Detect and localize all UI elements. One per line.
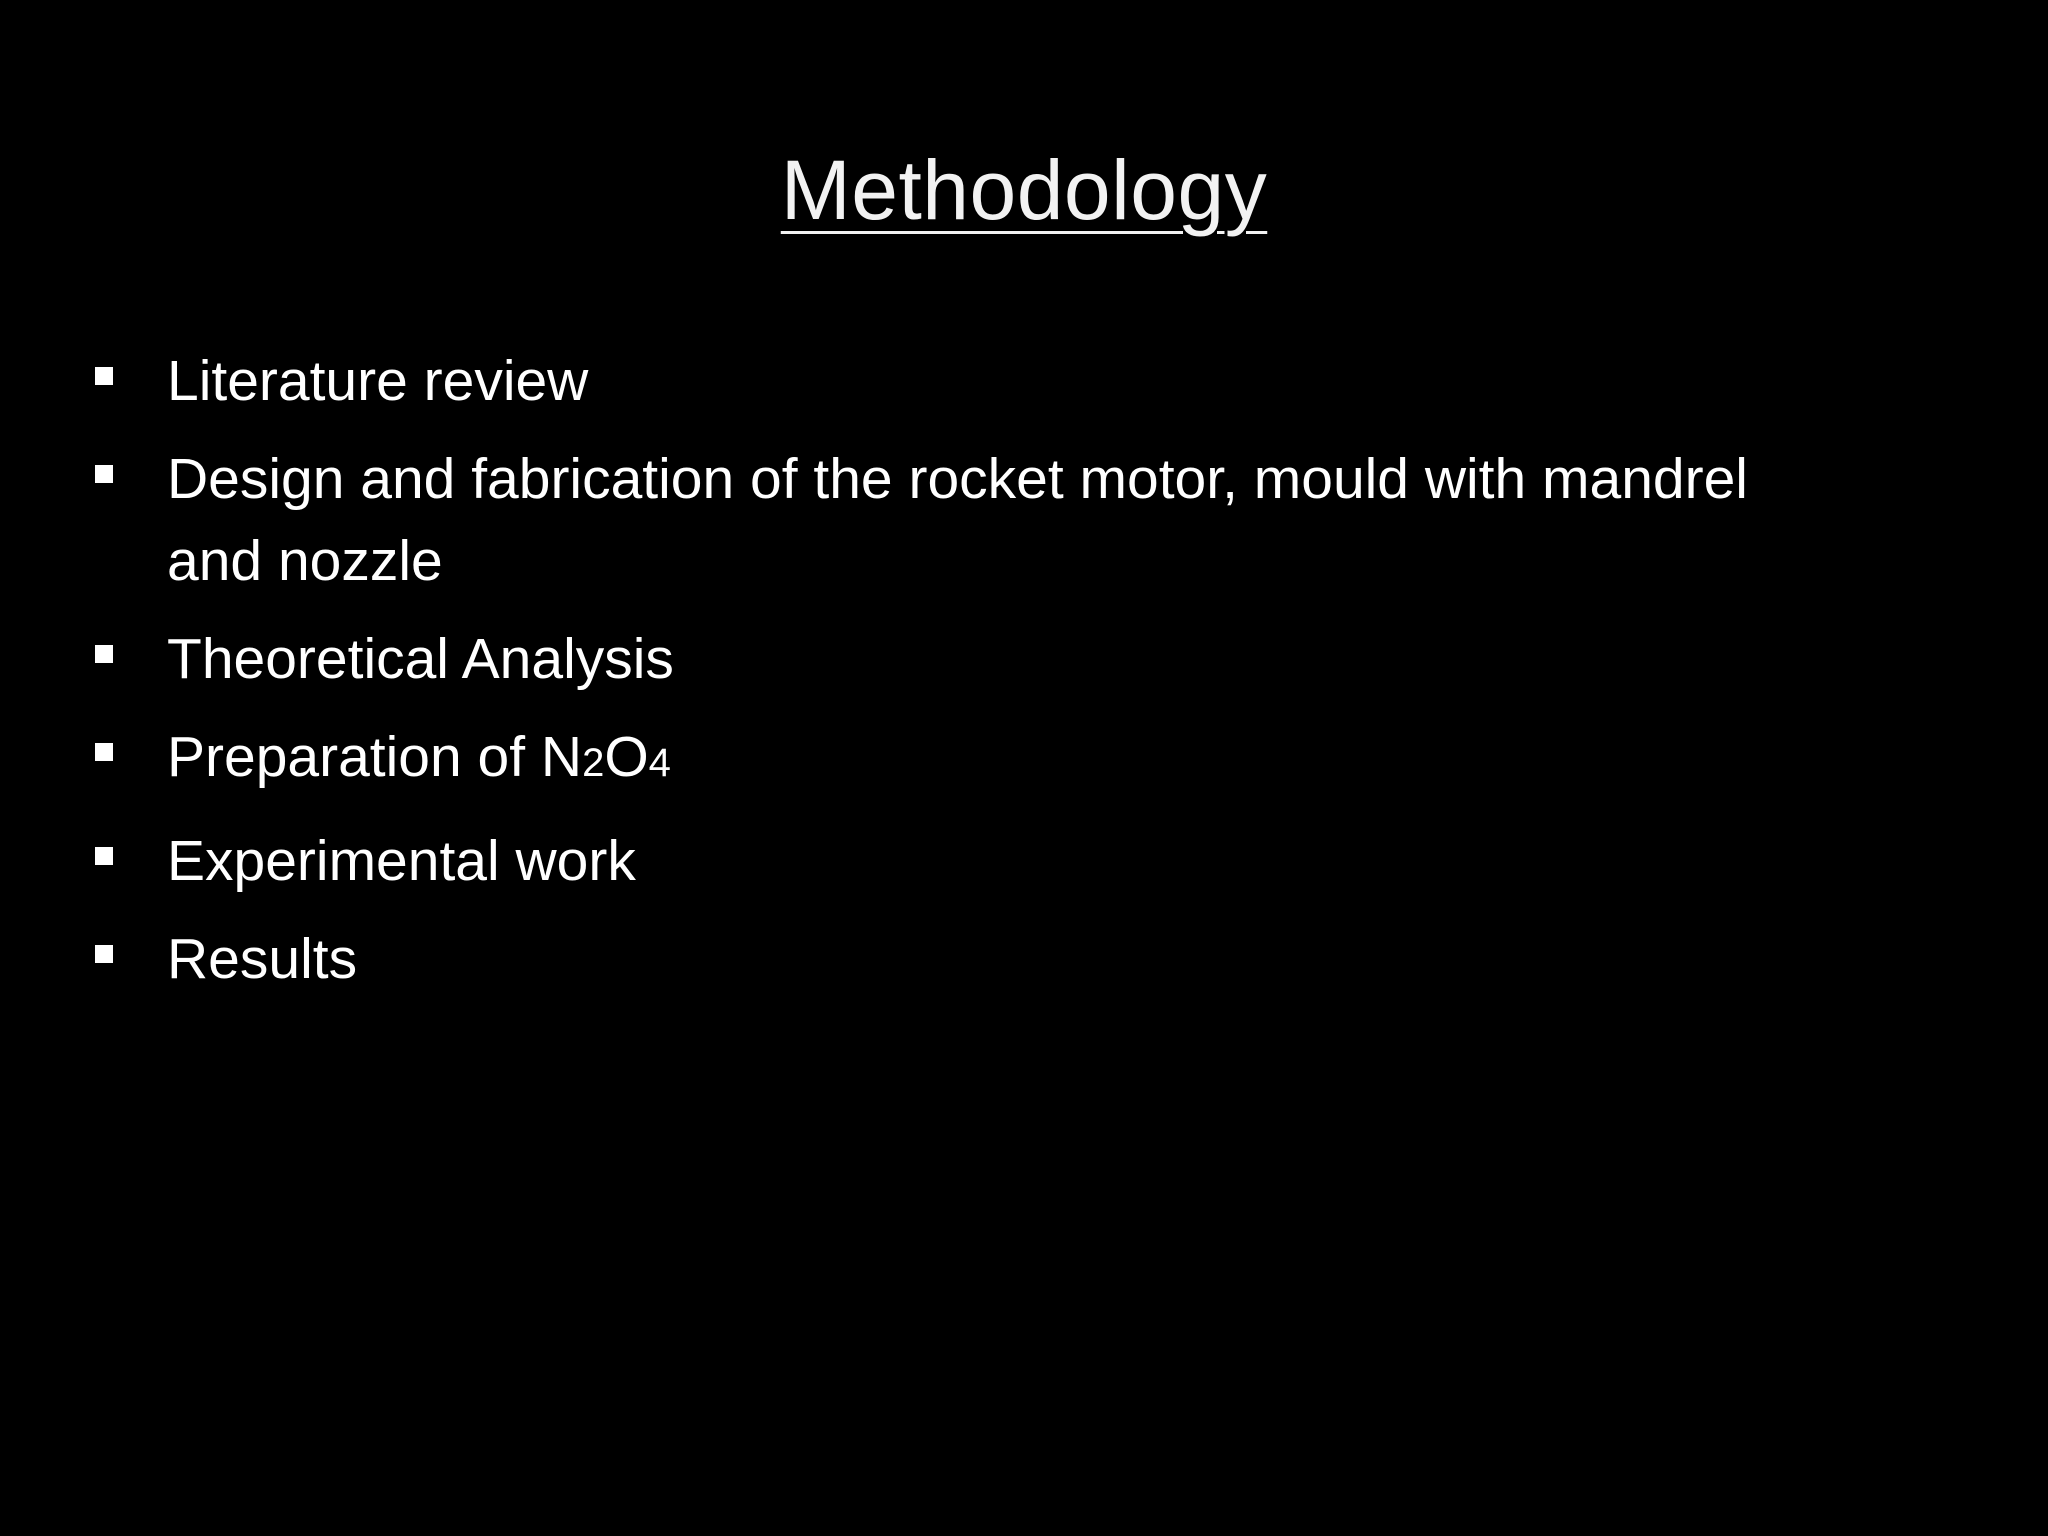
bullet-text: Experimental work: [167, 829, 636, 893]
bullet-item-literature-review: [0, 340, 2048, 422]
square-bullet-icon: [95, 465, 113, 483]
square-bullet-icon: [95, 645, 113, 663]
bullet-item-preparation-n2o4: [0, 716, 2048, 804]
square-bullet-icon: [95, 367, 113, 385]
bullet-text: Literature review: [167, 349, 589, 413]
bullet-item-results: [0, 918, 2048, 1000]
square-bullet-icon: [95, 945, 113, 963]
subscript-2: 2: [582, 741, 605, 785]
preparation-prefix: Preparation of N: [167, 725, 583, 789]
bullet-text: Theoretical Analysis: [167, 627, 674, 691]
bullet-item-theoretical-analysis: [0, 618, 2048, 700]
subscript-4: 4: [648, 741, 671, 785]
slide-title-text: Methodology: [780, 143, 1268, 237]
bullet-text: Design and fabrication of the rocket motor, mould with mandrel and nozzle: [167, 447, 1748, 593]
bullet-item-experimental-work: [0, 820, 2048, 902]
preparation-oxygen: O: [604, 725, 649, 789]
bullet-item-design-fabrication: [0, 438, 2048, 602]
square-bullet-icon: [95, 847, 113, 865]
bullet-text: Results: [167, 927, 358, 991]
square-bullet-icon: [95, 743, 113, 761]
slide-title: [0, 140, 2048, 240]
bullet-text: [167, 716, 1848, 804]
bullet-list: [0, 340, 2048, 1016]
